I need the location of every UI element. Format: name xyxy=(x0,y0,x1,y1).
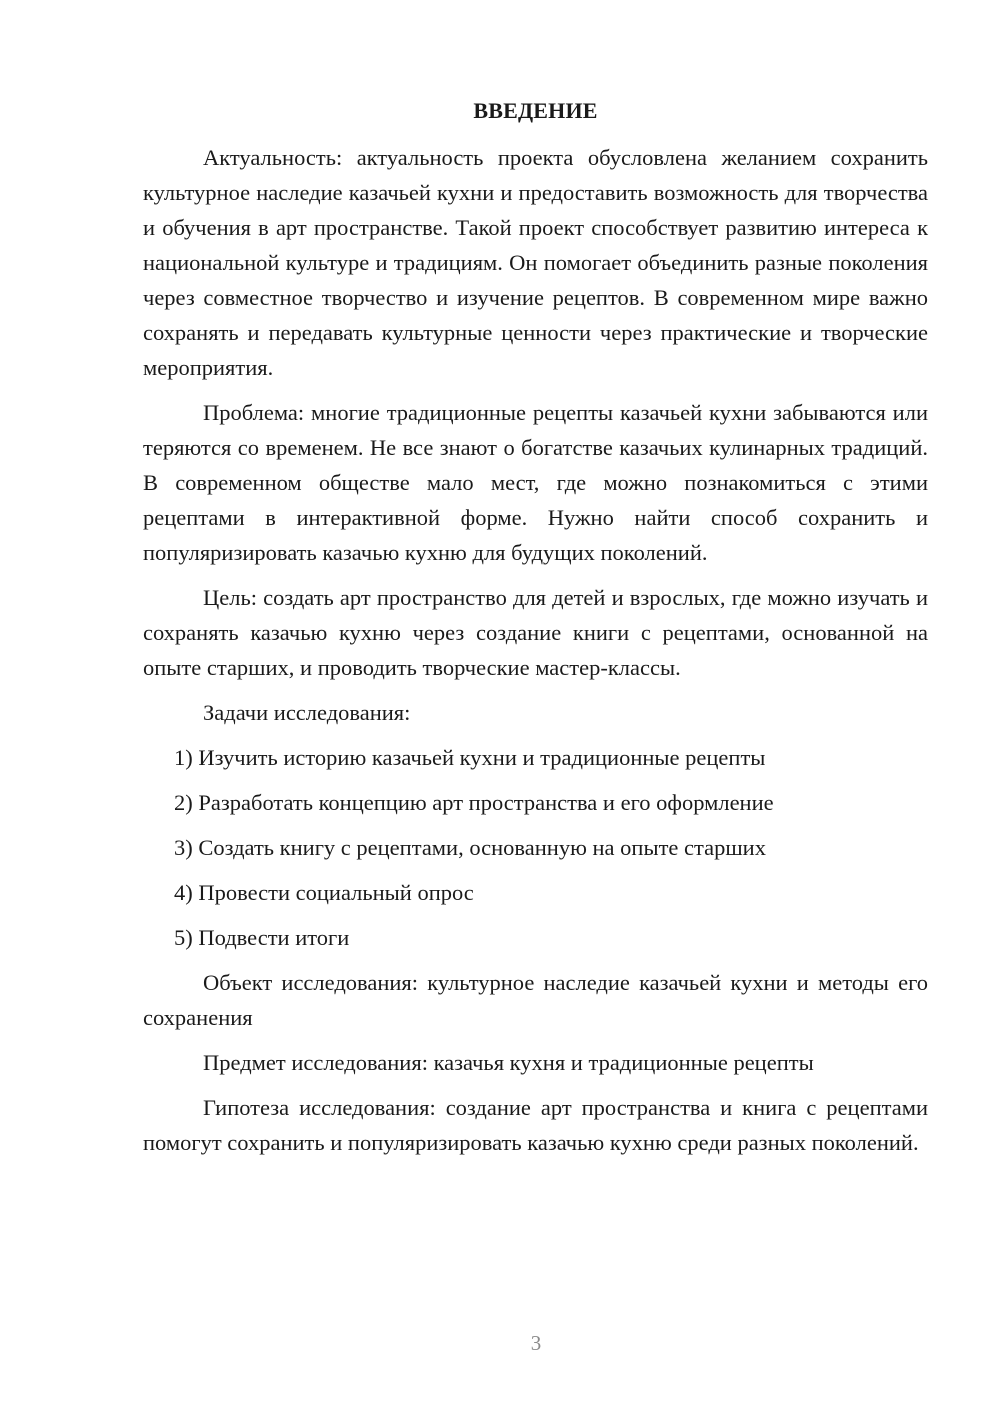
subject-paragraph: Предмет исследования: казачья кухня и традиционные рецепты xyxy=(203,1050,814,1075)
goal-paragraph: Цель: создать арт пространство для детей и взрослых, где можно изучать и сохранять казачью кухню через создание книги с рецептами, основанной на опыте старших, и проводить творческие мастер-классы. xyxy=(143,585,928,680)
task-item-5: 5) Подвести итоги xyxy=(174,925,350,950)
object-paragraph: Объект исследования: культурное наследие казачьей кухни и методы его сохранения xyxy=(143,970,928,1030)
tasks-list xyxy=(143,740,928,955)
task-item-1: 1) Изучить историю казачьей кухни и традиционные рецепты xyxy=(174,745,766,770)
page-title: ВВЕДЕНИЕ xyxy=(473,98,598,123)
relevance-paragraph: Актуальность: актуальность проекта обусловлена желанием сохранить культурное наследие казачьей кухни и предоставить возможность для творчества и обучения в арт пространстве. Такой проект способствует развитию интереса к национальной культуре и традициям. Он помогает объединить разные поколения через совместное творчество и изучение рецептов. В современном мире важно сохранять и передавать культурные ценности через практические и творческие мероприятия. xyxy=(143,145,928,380)
problem-paragraph: Проблема: многие традиционные рецепты казачьей кухни забываются или теряются со временем. Не все знают о богатстве казачьих кулинарных традиций. В современном обществе мало мест, где можно познакомиться с этими рецептами в интерактивной форме. Нужно найти способ сохранить и популяризировать казачью кухню для будущих поколений. xyxy=(143,400,928,565)
task-item-3: 3) Создать книгу с рецептами, основанную на опыте старших xyxy=(174,835,766,860)
hypothesis-paragraph: Гипотеза исследования: создание арт пространства и книга с рецептами помогут сохранить и популяризировать казачью кухню среди разных поколений. xyxy=(143,1095,928,1155)
task-item-2: 2) Разработать концепцию арт пространства и его оформление xyxy=(174,790,774,815)
task-item-4: 4) Провести социальный опрос xyxy=(174,880,474,905)
tasks-heading: Задачи исследования: xyxy=(203,700,411,725)
page-content xyxy=(143,94,928,1170)
page-number: 3 xyxy=(530,1331,542,1355)
